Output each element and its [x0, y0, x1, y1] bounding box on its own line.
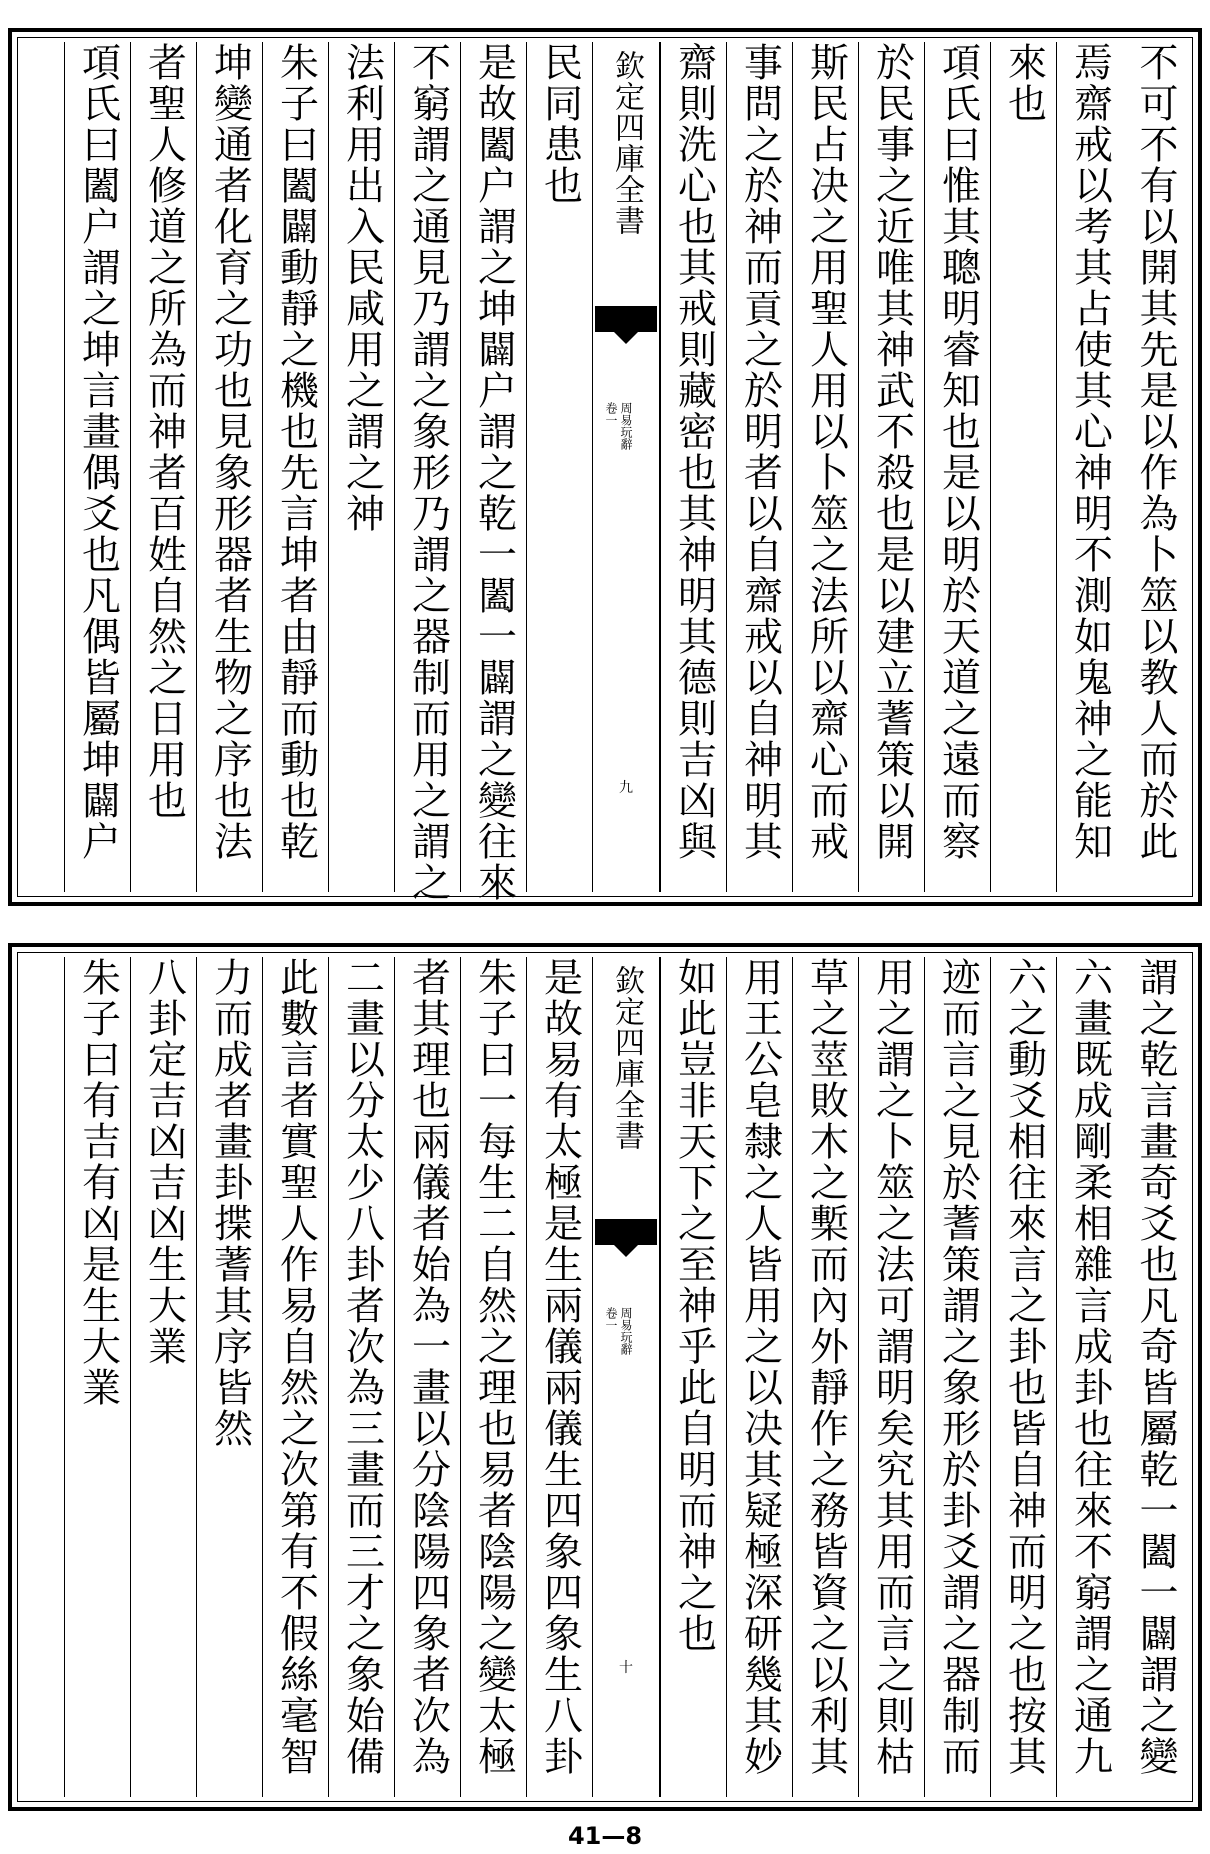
- column-text: 朱子曰闔闢動靜之機也先言坤者由靜而動也乾: [273, 42, 319, 862]
- text-column: [196, 957, 262, 1797]
- text-column: [130, 42, 196, 892]
- text-column: [196, 42, 262, 892]
- column-text: 朱子曰一每生二自然之理也易者陰陽之變太極: [471, 957, 517, 1777]
- column-text: 是故易有太極是生兩儀兩儀生四象四象生八卦: [537, 957, 583, 1777]
- center-spine: [592, 957, 660, 1797]
- column-text: 者其理也兩儀者始為一畫以分陰陽四象者次為: [405, 957, 451, 1777]
- text-column: [1056, 957, 1122, 1797]
- column-text: 事問之於神而貢之於明者以自齋戒以自神明其: [737, 42, 783, 862]
- column-text: 於民事之近唯其神武不殺也是以建立蓍策以開: [869, 42, 915, 862]
- text-column: [394, 957, 460, 1797]
- column-text: 二畫以分太少八卦者次為三畫而三才之象始備: [339, 957, 385, 1777]
- page-panel-top: [8, 28, 1202, 906]
- text-column: [660, 957, 726, 1797]
- column-text: 力而成者畫卦揲蓍其序皆然: [207, 957, 253, 1449]
- fish-tail-mark: [595, 306, 657, 332]
- column-text: 齋則洗心也其戒則藏密也其神明其德則吉凶與: [671, 42, 717, 862]
- column-text: 項氏曰惟其聰明睿知也是以明於天道之遠而察: [935, 42, 981, 862]
- column-text: 如此豈非天下之至神乎此自明而神之也: [671, 957, 717, 1654]
- text-column: [924, 42, 990, 892]
- column-text: 斯民占决之用聖人用以卜筮之法所以齋心而戒: [803, 42, 849, 862]
- column-text: 是故闔户謂之坤闢户謂之乾一闔一闢謂之變往來: [471, 42, 517, 903]
- fish-tail-mark: [595, 1219, 657, 1245]
- column-text: 用之謂之卜筮之法可謂明矣究其用而言之則枯: [869, 957, 915, 1777]
- column-text: 六之動爻相往來言之卦也皆自神而明之也按其: [1001, 957, 1047, 1777]
- column-text: 此數言者實聖人作易自然之次第有不假絲毫智: [273, 957, 319, 1777]
- page-panel-bottom: [8, 943, 1202, 1811]
- column-text: 焉齋戒以考其占使其心神明不測如鬼神之能知: [1067, 42, 1113, 862]
- text-column: [792, 957, 858, 1797]
- text-column: [460, 957, 526, 1797]
- column-text: 用王公皂隸之人皆用之以决其疑極深研幾其妙: [737, 957, 783, 1777]
- text-column: [1122, 957, 1188, 1797]
- column-text: 法利用出入民咸用之謂之神: [339, 42, 385, 534]
- text-column: [262, 42, 328, 892]
- text-column: [990, 42, 1056, 892]
- text-column: [792, 42, 858, 892]
- column-text: 草之莖敗木之槧而內外靜作之務皆資之以利其: [803, 957, 849, 1777]
- work-title: 周易玩辭: [619, 1307, 633, 1355]
- text-column: [660, 42, 726, 892]
- book-title: 欽定四庫全書: [609, 50, 644, 236]
- leaf-number: 九: [619, 780, 633, 796]
- text-column: [328, 957, 394, 1797]
- work-title: 周易玩辭: [619, 402, 633, 450]
- text-column: [924, 957, 990, 1797]
- text-column: [726, 957, 792, 1797]
- text-column: [726, 42, 792, 892]
- column-text: 項氏曰闔户謂之坤言畫偶爻也凡偶皆屬坤闢户: [75, 42, 121, 862]
- text-column: [858, 957, 924, 1797]
- text-column: [328, 42, 394, 892]
- text-column: [1056, 42, 1122, 892]
- column-text: 者聖人修道之所為而神者百姓自然之日用也: [141, 42, 187, 821]
- text-column: [1122, 42, 1188, 892]
- text-column: [130, 957, 196, 1797]
- text-column: [394, 42, 460, 903]
- center-spine: [592, 42, 660, 892]
- column-text: 迹而言之見於蓍策謂之象形於卦爻謂之器制而: [935, 957, 981, 1777]
- column-text: 來也: [1001, 42, 1047, 124]
- page-number: 41—8: [567, 1822, 643, 1850]
- text-column: [64, 42, 130, 892]
- text-column: [262, 957, 328, 1797]
- column-text: 八卦定吉凶吉凶生大業: [141, 957, 187, 1367]
- column-text: 六畫既成剛柔相雜言成卦也往來不窮謂之通九: [1067, 957, 1113, 1777]
- column-text: 朱子曰有吉有凶是生大業: [75, 957, 121, 1408]
- text-column: [858, 42, 924, 892]
- volume-label: 卷一: [604, 402, 618, 426]
- text-column: [990, 957, 1056, 1797]
- column-text: 謂之乾言畫奇爻也凡奇皆屬乾一闔一闢謂之變: [1133, 957, 1178, 1777]
- text-column: [526, 42, 592, 892]
- text-column: [64, 957, 130, 1797]
- column-text: 不窮謂之通見乃謂之象形乃謂之器制而用之謂之: [405, 42, 451, 903]
- volume-label: 卷一: [604, 1307, 618, 1331]
- book-title: 欽定四庫全書: [609, 965, 644, 1151]
- column-text: 不可不有以開其先是以作為卜筮以教人而於此: [1133, 42, 1178, 862]
- text-column: [526, 957, 592, 1797]
- text-column: [460, 42, 526, 903]
- column-text: 民同患也: [537, 42, 583, 206]
- leaf-number: 十: [619, 1660, 633, 1676]
- column-text: 坤變通者化育之功也見象形器者生物之序也法: [207, 42, 253, 862]
